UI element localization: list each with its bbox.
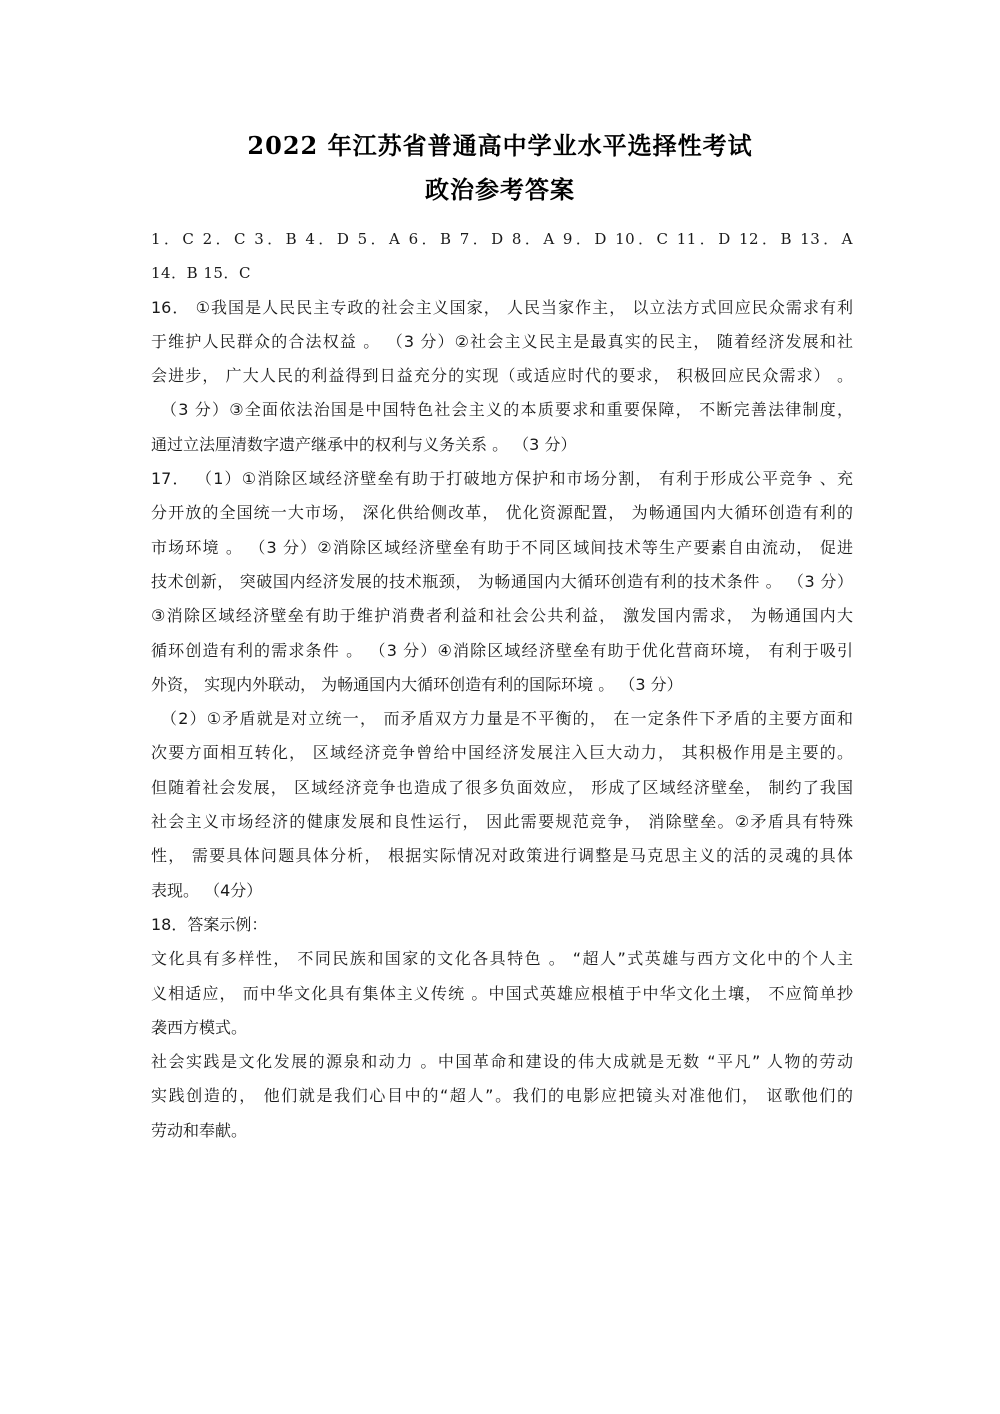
q17-answer-line: 17． （1）①消除区域经济壁垒有助于打破地方保护和市场分割， 有利于形成公平竞争 、充 [151, 469, 853, 489]
q16-answer-line: 会进步， 广大人民的利益得到日益充分的实现（或适应时代的要求， 积极回应民众需求） 。 [151, 366, 853, 386]
q17-answer-line: 市场环境 。 （3 分）②消除区域经济壁垒有助于不同区域间技术等生产要素自由流动， 促进 [151, 537, 853, 557]
q18-answer-line: 义相适应， 而中华文化具有集体主义传统 。中国式英雄应根植于中华文化土壤， 不应简单抄 [151, 983, 853, 1003]
q17-answer-line: 社会主义市场经济的健康发展和良性运行， 因此需要规范竞争， 消除壁垒。②矛盾具有特殊 [151, 812, 853, 832]
q17-answer-line: 表现。 （4分） [151, 880, 263, 900]
q17-answer-line: ③消除区域经济壁垒有助于维护消费者利益和社会公共利益， 激发国内需求， 为畅通国内大 [151, 606, 853, 626]
q18-answer-line: 文化具有多样性， 不同民族和国家的文化各具特色 。 “超人”式英雄与西方文化中的个人主 [151, 949, 853, 969]
q17-answer-line: 但随着社会发展， 区域经济竞争也造成了很多负面效应， 形成了区域经济壁垒， 制约了我国 [151, 777, 853, 797]
q16-answer-line: （3 分）③全面依法治国是中国特色社会主义的本质要求和重要保障， 不断完善法律制度， [161, 400, 853, 420]
q17-answer-line: 次要方面相互转化， 区域经济竞争曾给中国经济发展注入巨大动力， 其积极作用是主要的。 [151, 743, 853, 763]
q17-answer-line: 技术创新， 突破国内经济发展的技术瓶颈， 为畅通国内大循环创造有利的技术条件 。 （3 分） [151, 571, 853, 591]
mc-answers-line-2: 14．B 15．C [151, 264, 251, 283]
q16-answer-line: 16． ①我国是人民民主专政的社会主义国家， 人民当家作主， 以立法方式回应民众需求有利 [151, 297, 853, 317]
answer-body [151, 222, 853, 1148]
q16-answer-line: 于维护人民群众的合法权益 。 （3 分）②社会主义民主是最真实的民主， 随着经济发展和社 [151, 331, 853, 351]
q18-answer-line: 实践创造的， 他们就是我们心目中的“超人”。我们的电影应把镜头对准他们， 讴歌他们的 [151, 1086, 853, 1106]
q17-answer-line: （2）①矛盾就是对立统一， 而矛盾双方力量是不平衡的， 在一定条件下矛盾的主要方面和 [161, 709, 853, 729]
q18-answer-line: 袭西方模式。 [151, 1017, 248, 1037]
q16-answer-line: 通过立法厘清数字遗产继承中的权利与义务关系 。 （3 分） [151, 434, 577, 454]
document-subtitle: 政治参考答案 [425, 175, 575, 204]
q18-answer-line: 社会实践是文化发展的源泉和动力 。中国革命和建设的伟大成就是无数 “平凡” 人物的劳动 [151, 1052, 853, 1072]
q17-answer-line: 循环创造有利的需求条件 。 （3 分）④消除区域经济壁垒有助于优化营商环境， 有利于吸引 [151, 640, 853, 660]
mc-answers-line-1: 1．C 2．C 3．B 4．D 5．A 6．B 7．D 8．A 9．D 10．C 11．D 12．B 13．A [151, 230, 853, 248]
q17-answer-line: 分开放的全国统一大市场， 深化供给侧改革， 优化资源配置， 为畅通国内大循环创造有利的 [151, 503, 853, 523]
q18-answer-line: 劳动和奉献。 [151, 1120, 248, 1140]
q17-answer-line: 外资， 实现内外联动， 为畅通国内大循环创造有利的国际环境 。 （3 分） [151, 674, 683, 694]
q17-answer-line: 性， 需要具体问题具体分析， 根据实际情况对政策进行调整是马克思主义的活的灵魂的具体 [151, 846, 853, 866]
document-title: 2022 年江苏省普通高中学业水平选择性考试 [247, 131, 753, 160]
q18-heading: 18．答案示例： [151, 914, 268, 934]
